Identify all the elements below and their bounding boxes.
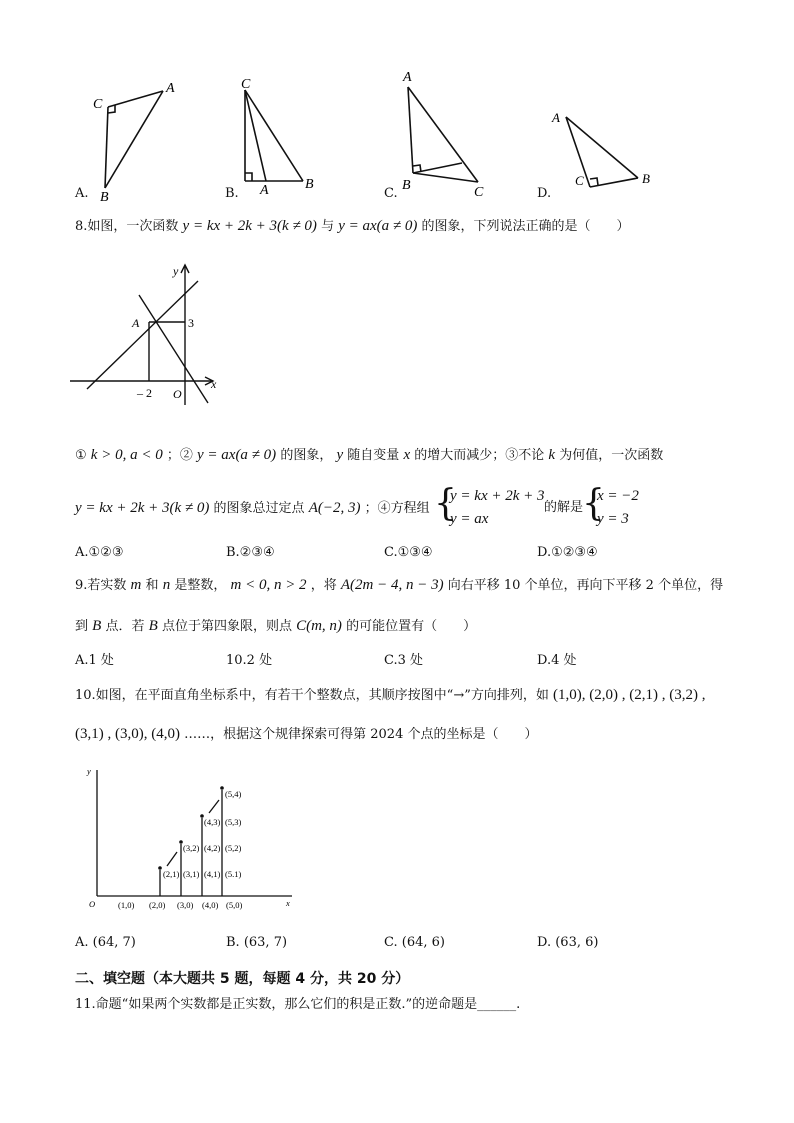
q8-s2-k: k [548, 447, 556, 463]
q10-xlabel-2: (2,0) [149, 900, 166, 910]
q8-solution-line2: y = 3 [597, 511, 629, 527]
q10-pt-5-1: (5.1) [225, 869, 242, 879]
q8-s2-a: 的图象， [280, 448, 333, 463]
q10-xlabel-1: (1,0) [118, 900, 135, 910]
q9-option-a[interactable]: A.1 处 [75, 653, 114, 668]
q9-n: n [162, 577, 171, 593]
q10-graph-y-label: y [87, 766, 91, 776]
q8-option-b[interactable]: B.②③④ [226, 545, 275, 560]
q7a-label-b: B [100, 190, 109, 205]
q10-pt-4-1: (4,1) [204, 869, 221, 879]
q7-option-d[interactable]: D. [537, 186, 552, 201]
q7c-label-b: B [402, 178, 411, 193]
q10-stem-line1 [75, 686, 706, 705]
q8-s3-point: A(−2, 3) [308, 500, 361, 516]
q9-option-c[interactable]: C.3 处 [384, 653, 424, 668]
q7d-label-c: C [575, 173, 584, 188]
q10-graph-x-label: x [286, 898, 290, 908]
q7a-label-a: A [166, 81, 175, 96]
q8-option-c[interactable]: C.①③④ [384, 545, 433, 560]
q9-l1-c: 是整数， [174, 578, 227, 593]
q8-graph-y-label: y [173, 264, 179, 278]
q9-l2-b: 点．若 [105, 619, 145, 634]
q8-system-line2: y = ax [450, 511, 489, 527]
q7d-label-b: B [642, 171, 650, 186]
q8-system-brace: { [434, 483, 457, 524]
q7-option-c[interactable]: C. [384, 186, 398, 201]
q8-system-line1: y = kx + 2k + 3 [450, 488, 545, 504]
q7c-label-a: A [403, 70, 412, 85]
q9-b2: B [148, 618, 158, 634]
q8-s2-y: y [336, 447, 344, 463]
q8-s2-math: y = ax(a ≠ 0) [197, 447, 277, 463]
section-2-heading: 二、填空题（本大题共 5 题，每题 4 分，共 20 分） [75, 971, 410, 987]
q9-l1-d: ，将 [310, 578, 337, 593]
q7-figure-d [550, 105, 660, 205]
q8-graph-x-label: x [211, 377, 217, 391]
q10-l2-a: ……，根据这个规律探索可得第 2024 个点的坐标是（ ） [184, 727, 538, 742]
q9-cond: m < 0, n > 2 [230, 577, 307, 593]
q10-pt-4-3: (4,3) [204, 817, 221, 827]
q9-m: m [130, 577, 142, 593]
q10-option-d[interactable]: D. (63, 6) [537, 935, 599, 950]
q10-pt-5-3: (5,3) [225, 817, 242, 827]
q7b-label-a: A [260, 183, 269, 198]
q9-l2-a: 到 [75, 619, 89, 634]
q8-suffix: 的图象，下列说法正确的是（ ） [421, 219, 630, 234]
q10-pt-5-4: (5,4) [225, 789, 242, 799]
q7c-label-c: C [474, 185, 484, 200]
q8-graph [65, 255, 225, 415]
q10-pt-5-2: (5,2) [225, 843, 242, 853]
q10-l1-a: 10.如图，在平面直角坐标系中，有若干个整数点，其顺序按图中“ [75, 688, 454, 703]
q9-option-b[interactable]: 10.2 处 [226, 653, 273, 668]
q8-solution-line1: x = −2 [597, 488, 639, 504]
q10-graph [80, 762, 305, 917]
q7-figure-b [230, 70, 330, 205]
q8-stem [75, 217, 630, 236]
q10-option-c[interactable]: C. (64, 6) [384, 935, 445, 950]
q8-s2-d: 为何值，一次函数 [559, 448, 664, 463]
q7b-label-b: B [305, 177, 314, 192]
q8-statement-line2 [75, 499, 430, 518]
q8-solution-brace: { [582, 483, 605, 524]
q9-l1-a: 9.若实数 [75, 578, 127, 593]
q7d-label-a: A [552, 110, 560, 125]
q9-l2-c: 点位于第四象限，则点 [161, 619, 292, 634]
q10-pt-4-2: (4,2) [204, 843, 221, 853]
q8-prefix: 8.如图，一次函数 [75, 219, 179, 234]
q10-arrow: → [453, 688, 465, 703]
q8-s1-sep: ；② [166, 448, 193, 463]
q10-stem-line2 [75, 725, 537, 744]
q8-s1-math: k > 0, a < 0 [90, 447, 163, 463]
q8-s3-c: 的解是 [544, 500, 584, 515]
q10-l2-points: (3,1) , (3,0), (4,0) [75, 726, 180, 742]
q8-graph-point-a: A [132, 316, 140, 330]
q8-s1-prefix: ① [75, 448, 87, 463]
q10-option-a[interactable]: A. (64, 7) [75, 935, 136, 950]
q10-pt-3-2: (3,2) [183, 843, 200, 853]
q10-xlabel-4: (4,0) [202, 900, 219, 910]
q7a-label-c: C [93, 97, 103, 112]
q9-b1: B [92, 618, 102, 634]
q8-option-d[interactable]: D.①②③④ [537, 545, 598, 560]
q8-func2: y = ax(a ≠ 0) [338, 218, 418, 234]
q8-graph-origin: O [173, 387, 182, 401]
q8-graph-minus2: – 2 [137, 386, 152, 400]
q8-func1: y = kx + 2k + 3(k ≠ 0) [182, 218, 317, 234]
q10-xlabel-3: (3,0) [177, 900, 194, 910]
q8-s2-c: 的增大而减少；③不论 [414, 448, 545, 463]
q9-l1-b: 和 [145, 578, 159, 593]
q8-mid: 与 [321, 219, 335, 234]
q9-stem-line1 [75, 576, 723, 595]
q9-stem-line2 [75, 617, 476, 636]
q11-stem: 11.命题“如果两个实数都是正实数，那么它们的积是正数.”的逆命题是______. [75, 997, 521, 1012]
q9-l2-d: 的可能位置有（ ） [346, 619, 477, 634]
q8-statement-line1 [75, 446, 663, 465]
q7-figure-a [70, 70, 200, 205]
q10-l1-b: ”方向排列，如 [464, 688, 549, 703]
q9-option-d[interactable]: D.4 处 [537, 653, 577, 668]
q9-point-c: C(m, n) [296, 618, 342, 634]
q10-graph-origin: O [89, 899, 96, 909]
q7-option-b[interactable]: B. [225, 186, 239, 201]
q10-xlabel-5: (5,0) [226, 900, 243, 910]
q10-l1-points: (1,0), (2,0) , (2,1) , (3,2) , [553, 687, 706, 703]
q10-pt-3-1: (3,1) [183, 869, 200, 879]
q8-s2-b: 随自变量 [347, 448, 400, 463]
q8-s3-b: ；④方程组 [364, 501, 430, 516]
q8-graph-three: 3 [188, 316, 194, 330]
q10-option-b[interactable]: B. (63, 7) [226, 935, 288, 950]
q8-s3-math: y = kx + 2k + 3(k ≠ 0) [75, 500, 210, 516]
q8-s2-x: x [403, 447, 411, 463]
q9-point-a: A(2m − 4, n − 3) [340, 577, 444, 593]
q8-s3-a: 的图象总过定点 [213, 501, 305, 516]
q10-pt-2-1: (2,1) [163, 869, 180, 879]
q8-option-a[interactable]: A.①②③ [75, 545, 124, 560]
q7-figure-c [390, 65, 505, 205]
q7b-label-c: C [241, 77, 251, 92]
q7-option-a[interactable]: A. [75, 186, 89, 201]
q9-l1-e: 向右平移 10 个单位，再向下平移 2 个单位，得 [447, 578, 724, 593]
